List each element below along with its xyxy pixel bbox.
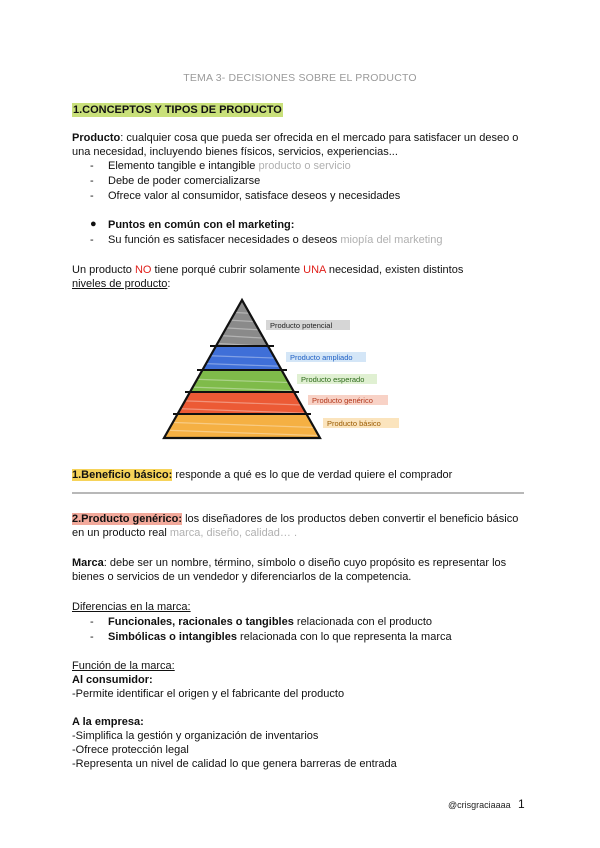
beneficio-label: 1.Beneficio básico: bbox=[72, 469, 173, 481]
generico-text1: los diseñadores de los productos deben convertir el beneficio básico bbox=[182, 513, 519, 525]
bullet-dash: - bbox=[90, 160, 94, 172]
product-levels-pyramid bbox=[160, 296, 420, 442]
beneficio-text: responde a qué es lo que de verdad quiere el comprador bbox=[172, 469, 453, 481]
generico-text2: en un producto real bbox=[72, 527, 170, 539]
list-item: Elemento tangible e intangible producto o servicio bbox=[108, 160, 351, 172]
marca-definition bbox=[72, 556, 542, 584]
pyramid-label-potencial: Producto potencial bbox=[270, 321, 333, 330]
pyramid-label-esperado: Producto esperado bbox=[301, 375, 365, 384]
document-title: TEMA 3- DECISIONES SOBRE EL PRODUCTO bbox=[183, 72, 417, 84]
list-item: -Ofrece protección legal bbox=[72, 744, 189, 756]
list-item: Debe de poder comercializarse bbox=[108, 175, 261, 187]
bullet-dot: ● bbox=[90, 218, 97, 230]
marketing-heading: Puntos en común con el marketing: bbox=[108, 219, 295, 231]
list-item: Ofrece valor al consumidor, satisface deseos y necesidades bbox=[108, 190, 401, 202]
bullet-dash: - bbox=[90, 190, 94, 202]
horizontal-divider bbox=[72, 492, 524, 494]
marca-term: Marca bbox=[72, 557, 104, 569]
marketing-block bbox=[0, 218, 600, 250]
section-heading bbox=[72, 100, 283, 118]
funcion-heading: Función de la marca: bbox=[72, 660, 175, 672]
consumidor-label: Al consumidor: bbox=[72, 674, 153, 686]
bullet-dash: - bbox=[90, 234, 94, 246]
footer-username: @crisgraciaaaa bbox=[448, 800, 511, 810]
producto-def-line2: una necesidad, incluyendo bienes físicos, servicios, experiencias... bbox=[72, 146, 398, 158]
bullet-dash: - bbox=[90, 616, 94, 628]
levels-intro: Un producto NO tiene porqué cubrir solamente UNA necesidad, existen distintos niveles de producto: bbox=[72, 264, 464, 290]
no-emphasis: NO bbox=[134, 264, 152, 276]
beneficio-basico bbox=[72, 468, 542, 482]
producto-definition bbox=[72, 131, 542, 159]
pyramid-label-basico: Producto básico bbox=[327, 419, 381, 428]
note-text: producto o servicio bbox=[258, 160, 351, 172]
diferencias-heading: Diferencias en la marca: bbox=[72, 601, 191, 613]
producto-bullets bbox=[0, 159, 600, 207]
note-text: marca, diseño, calidad… . bbox=[169, 527, 298, 539]
una-emphasis: UNA bbox=[303, 264, 326, 276]
producto-term: Producto bbox=[72, 132, 121, 144]
diferencias-list bbox=[0, 615, 600, 647]
marca-def-line2: bienes o servicios de un vendedor y diferenciarlos de la competencia. bbox=[72, 571, 412, 583]
bullet-dash: - bbox=[90, 175, 94, 187]
marca-def-line1: : debe ser un nombre, término, símbolo o diseño cuyo propósito es representar los bbox=[103, 557, 507, 569]
empresa-label: A la empresa: bbox=[72, 716, 144, 728]
list-item: -Simplifica la gestión y organización de inventarios bbox=[72, 730, 319, 742]
list-item: -Permite identificar el origen y el fabricante del producto bbox=[72, 688, 345, 700]
funcion-block bbox=[72, 659, 542, 771]
page-number: 1 bbox=[518, 797, 525, 811]
list-item: Simbólicas o intangibles relacionada con lo que representa la marca bbox=[108, 631, 452, 643]
niveles-link-text: niveles de producto bbox=[72, 278, 168, 290]
pyramid-label-ampliado: Producto ampliado bbox=[290, 353, 353, 362]
bullet-dash: - bbox=[90, 631, 94, 643]
note-text: miopía del marketing bbox=[340, 234, 443, 246]
producto-def-line1: : cualquier cosa que pueda ser ofrecida en el mercado para satisfacer un deseo o bbox=[120, 132, 519, 144]
section-heading-text: 1.CONCEPTOS Y TIPOS DE PRODUCTO bbox=[73, 104, 282, 116]
list-item: -Representa un nivel de calidad lo que genera barreras de entrada bbox=[72, 758, 397, 770]
list-item: Su función es satisfacer necesidades o deseos miopía del marketing bbox=[108, 234, 443, 246]
list-item: Funcionales, racionales o tangibles relacionada con el producto bbox=[108, 616, 433, 628]
generico-label: 2.Producto genérico: bbox=[72, 513, 183, 525]
producto-generico bbox=[72, 512, 542, 540]
pyramid-label-generico: Producto genérico bbox=[312, 396, 373, 405]
